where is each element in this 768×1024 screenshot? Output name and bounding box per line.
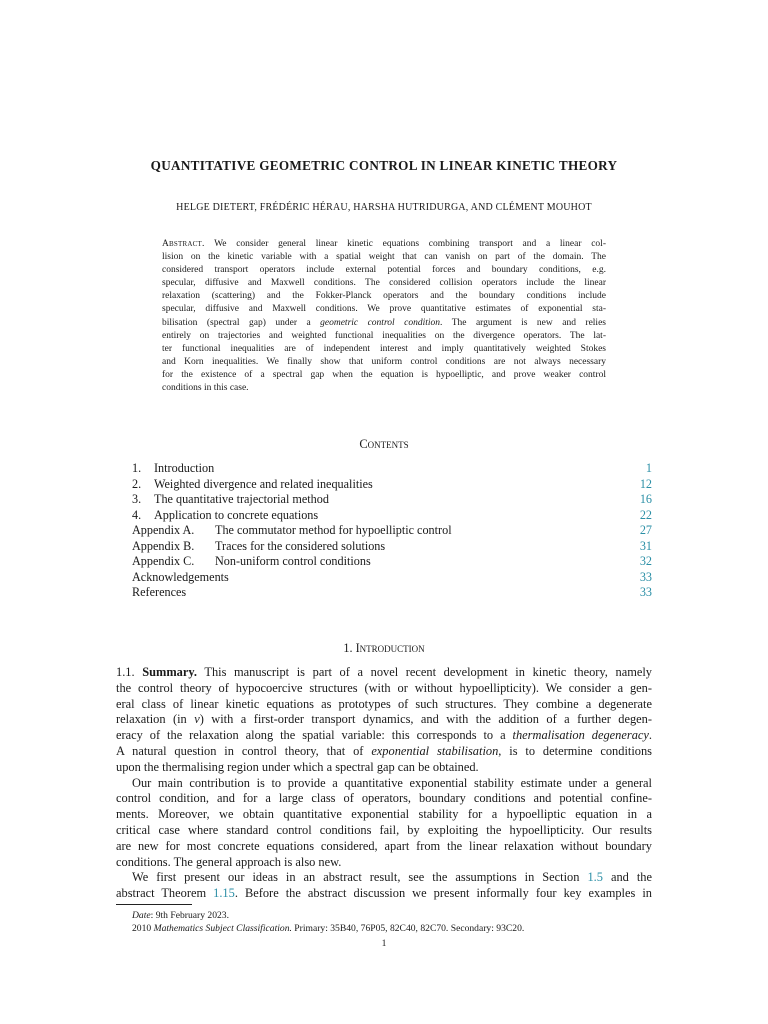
- abstract-line: considered transport operators include external potential forces and boundary conditions, e.g.: [162, 265, 606, 276]
- toc-page-link[interactable]: 33: [639, 585, 652, 599]
- abstract-line: Abstract. We consider general linear kinetic equations combining transport and a linear col-: [162, 239, 606, 249]
- body-line: We first present our ideas in an abstract result, see the assumptions in Section 1.5 and the: [132, 870, 652, 885]
- toc-page-link[interactable]: 31: [639, 538, 652, 553]
- paper-authors: HELGE DIETERT, FRÉDÉRIC HÉRAU, HARSHA HUTRIDURGA, AND CLÉMENT MOUHOT: [176, 202, 592, 213]
- subsection-title: Summary.: [142, 665, 197, 679]
- abstract-line: specular, diffusive and Maxwell conditions. The considered collision operators include the linear: [162, 278, 606, 289]
- abstract-lead: Abstract.: [162, 239, 205, 249]
- abstract-line: lision on the kinetic variable with a spatial weight that can vanish on part of the domain. The: [162, 252, 606, 263]
- body-line: eracy of the relaxation along the spatial variable: this corresponds to a thermalisation degeneracy.: [116, 728, 652, 743]
- abstract-line: for the existence of a spectral gap when the equation is hypoelliptic, and prove weaker control: [162, 369, 606, 380]
- body-line: are new for most concrete equations considered, apart from the linear relaxation without boundary: [116, 838, 652, 853]
- abstract: [162, 238, 606, 395]
- abstract-line: conditions in this case.: [162, 383, 249, 394]
- abstract-line: entirely on trajectories and weighted functional inequalities on the divergence operators. The lat-: [162, 330, 606, 341]
- abstract-line: bilisation (spectral gap) under a geometric control condition. The argument is new and relies: [162, 317, 606, 328]
- toc-page-link[interactable]: 33: [639, 569, 652, 584]
- page-number: 1: [381, 938, 387, 949]
- table-of-contents: [132, 461, 652, 601]
- body-line: upon the thermalising region under which a spectral gap can be obtained.: [116, 759, 479, 774]
- abstract-line: ter functional inequalities are of independent interest and imply quantitatively weighted Stokes: [162, 343, 606, 354]
- footnote-msc: 2010 Mathematics Subject Classification. Primary: 35B40, 76P05, 82C40, 82C70. Secondary: 93C20.: [132, 923, 525, 934]
- toc-entry-appendix-a[interactable]: Appendix A. The commutator method for hypoelliptic control 27: [132, 523, 652, 537]
- abstract-line: and Korn inequalities. We finally show that uniform control conditions are not always necessary: [162, 356, 606, 367]
- toc-page-link[interactable]: 16: [639, 492, 652, 506]
- toc-entry-appendix-c[interactable]: Appendix C. Non-uniform control conditions 32: [132, 554, 652, 568]
- body-line: ments. Moreover, we obtain quantitative exponential stability for a hypoelliptic equation in a: [116, 807, 652, 822]
- toc-page-link[interactable]: 27: [639, 523, 652, 537]
- toc-page-link[interactable]: 1: [645, 461, 652, 475]
- body-line: eral class of linear kinetic equations as prototypes of such structures. They combine a degenerate: [116, 696, 652, 711]
- section-link[interactable]: 1.5: [587, 870, 603, 885]
- footnote-date: Date: 9th February 2023.: [132, 910, 229, 921]
- toc-entry-acknowledgements[interactable]: Acknowledgements 33: [132, 569, 652, 584]
- footnote-rule: [116, 904, 192, 905]
- paper-title: QUANTITATIVE GEOMETRIC CONTROL IN LINEAR KINETIC THEORY: [150, 158, 618, 173]
- toc-page-link[interactable]: 32: [639, 554, 652, 568]
- body-line: A natural question in control theory, that of exponential stabilisation, is to determine conditions: [116, 743, 652, 758]
- contents-heading: Contents: [359, 437, 409, 451]
- toc-entry-introduction[interactable]: 1. Introduction 1: [132, 461, 652, 475]
- toc-entry-references[interactable]: References 33: [132, 585, 652, 599]
- body-line: control condition, and for a large class of operators, boundary conditions and potential confine-: [116, 791, 652, 806]
- body-line: 1.1. Summary. This manuscript is part of a novel recent development in kinetic theory, namely: [116, 665, 652, 679]
- body-line: Our main contribution is to provide a quantitative exponential stability estimate under a general: [132, 775, 652, 790]
- toc-entry-weighted-divergence[interactable]: 2. Weighted divergence and related inequalities 12: [132, 476, 652, 491]
- abstract-line: relaxation (scattering) and the Fokker-Planck operators and the boundary conditions include: [162, 291, 606, 302]
- theorem-link[interactable]: 1.15: [213, 886, 235, 901]
- toc-entry-appendix-b[interactable]: Appendix B. Traces for the considered solutions 31: [132, 538, 652, 553]
- toc-entry-application[interactable]: 4. Application to concrete equations 22: [132, 507, 652, 522]
- body-text: [116, 665, 652, 902]
- section-heading: 1. Introduction: [343, 641, 425, 655]
- abstract-emph: geometric control condition: [320, 317, 441, 328]
- abstract-line: specular, diffusive and Maxwell conditions. We prove quantitative estimates of exponential sta-: [162, 304, 606, 315]
- body-line: conditions. The general approach is also new.: [116, 854, 342, 869]
- toc-page-link[interactable]: 22: [639, 507, 652, 522]
- body-line: critical case where standard control conditions fail, by exploiting the hypoellipticity. Our results: [116, 822, 652, 837]
- body-line: the control theory of hypocoercive structures (with or without hypoellipticity). We consider a gen-: [116, 680, 652, 695]
- toc-page-link[interactable]: 12: [639, 476, 652, 491]
- toc-entry-trajectorial-method[interactable]: 3. The quantitative trajectorial method 16: [132, 492, 652, 506]
- body-line: abstract Theorem 1.15. Before the abstract discussion we present informally four key examples in: [116, 886, 652, 901]
- body-line: relaxation (in v) with a first-order transport dynamics, and with the addition of a further degen-: [116, 712, 652, 727]
